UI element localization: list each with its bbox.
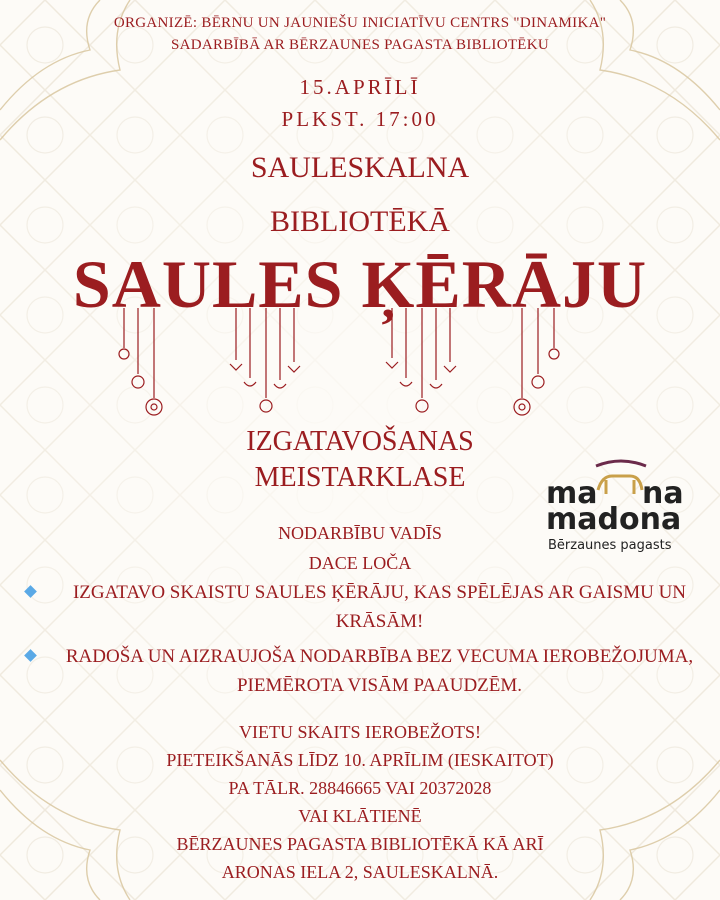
event-venue	[0, 144, 720, 246]
organizer-block	[0, 12, 720, 56]
diamond-icon	[24, 649, 37, 662]
subtitle-line-1: IZGATAVOŠANAS	[246, 426, 474, 457]
bullet-text: IZGATAVO SKAISTU SAULES ĶĒRĀJU, KAS SPĒLĒJAS AR GAISMU UN KRĀSĀM!	[72, 582, 687, 632]
info-line: PA TĀLR. 28846665 VAI 20372028	[228, 778, 492, 798]
info-line: VIETU SKAITS IEROBEŽOTS!	[239, 722, 481, 742]
organizer-line-1: ORGANIZĒ: BĒRNU UN JAUNIEŠU INICIATĪVU CENTRS "DINAMIKA"	[113, 15, 607, 31]
event-title: SAULES ĶĒRĀJU	[72, 246, 648, 322]
info-line: BĒRZAUNES PAGASTA BIBLIOTĒKĀ KĀ ARĪ	[176, 834, 544, 854]
bullet-text: RADOŠA UN AIZRAUJOŠA NODARBĪBA BEZ VECUMA IEROBEŽOJUMA, PIEMĒROTA VISĀM PAAUDZĒM.	[65, 646, 694, 696]
info-line: ARONAS IELA 2, SAULESKALNĀ.	[221, 862, 499, 882]
venue-line-1: SAULESKALNA	[250, 151, 470, 184]
registration-info	[0, 718, 720, 886]
bullet-list	[20, 578, 710, 706]
bullet-item	[20, 578, 710, 636]
diamond-icon	[24, 585, 37, 598]
logo-word-na: na	[642, 476, 684, 511]
sun-catcher-ornaments	[100, 308, 580, 428]
subtitle-line-2: MEISTARKLASE	[254, 462, 466, 493]
logo-subtitle: Bērzaunes pagasts	[548, 538, 672, 553]
organizer-line-2: SADARBĪBĀ AR BĒRZAUNES PAGASTA BIBLIOTĒKU	[170, 37, 550, 53]
leader-label: NODARBĪBU VADĪS	[278, 523, 442, 543]
event-date: 15.APRĪLĪ	[299, 75, 421, 99]
info-line: PIETEIKŠANĀS LĪDZ 10. APRĪLIM (IESKAITOT)	[166, 750, 554, 770]
bullet-item	[20, 642, 710, 700]
leader-name: DACE LOČA	[308, 553, 412, 573]
logo-word-ma: ma	[546, 476, 598, 511]
venue-line-2: BIBLIOTĒKĀ	[270, 205, 450, 238]
logo-word-madona: madona	[546, 502, 682, 537]
mana-madona-logo	[546, 458, 696, 558]
event-time: PLKST. 17:00	[281, 107, 439, 131]
info-line: VAI KLĀTIENĒ	[298, 806, 422, 826]
